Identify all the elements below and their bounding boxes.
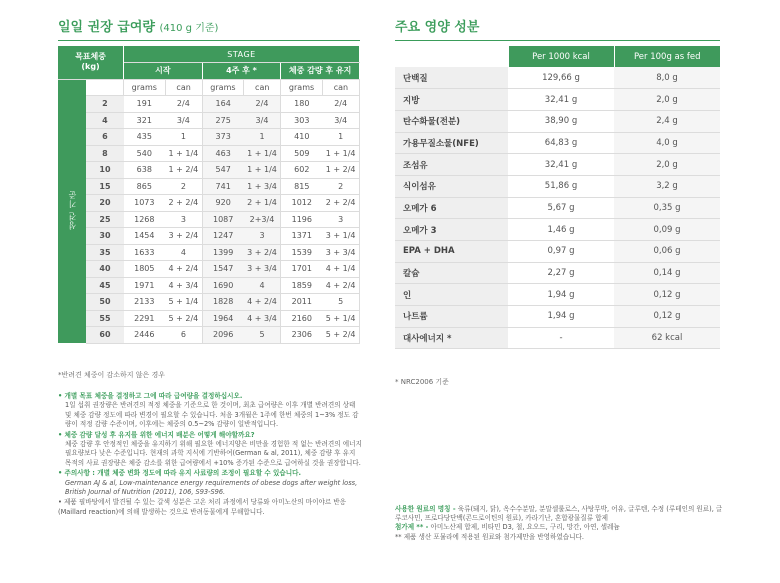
per-100g-value: 8,0 g	[614, 67, 720, 89]
grams-cell: 373	[202, 129, 244, 146]
note-4-body: • 제품 필바탕에서 발견될 수 있는 갈색 성분은 고온 처리 과정에서 당류와 아미노산의 마이야르 반응(Maillard reaction)에 의해 발생하는 것으로 반려동물에게 무해합니다.	[58, 498, 347, 516]
unit-can: can	[322, 79, 359, 96]
grams-cell: 410	[281, 129, 323, 146]
ingredients-block	[395, 505, 725, 542]
can-cell: 3 + 3/4	[322, 244, 359, 261]
table-row	[58, 211, 360, 228]
target-weight-header-line2: (kg)	[81, 62, 100, 72]
feeding-guide-title	[58, 16, 218, 35]
grams-cell: 2133	[124, 294, 166, 311]
nutrition-title: 주요 영양 성분	[395, 20, 480, 35]
grams-cell: 191	[124, 96, 166, 113]
grams-cell: 1073	[124, 195, 166, 212]
per-1000kcal-value: 1,46 g	[508, 219, 614, 241]
can-cell: 5	[244, 327, 281, 344]
nutrient-name: 오메가 6	[395, 197, 508, 219]
can-cell: 3 + 1/4	[322, 228, 359, 245]
nutrient-name: 지방	[395, 89, 508, 111]
per-100g-value: 3,2 g	[614, 175, 720, 197]
grams-cell: 638	[124, 162, 166, 179]
can-cell: 3	[322, 211, 359, 228]
feeding-notes	[58, 392, 363, 518]
per-1000kcal-value: 0,97 g	[508, 241, 614, 263]
can-cell: 1 + 1/4	[322, 145, 359, 162]
nutrient-name: 대사에너지 *	[395, 327, 508, 349]
grams-cell: 180	[281, 96, 323, 113]
can-cell: 4 + 1/4	[322, 261, 359, 278]
table-row	[58, 261, 360, 278]
stage-maintenance-header: 체중 감량 후 유지	[281, 63, 360, 80]
target-weight-cell: 25	[86, 211, 123, 228]
grams-cell: 435	[124, 129, 166, 146]
note-1	[58, 392, 363, 430]
note-3	[58, 469, 363, 497]
can-cell: 4 + 2/4	[244, 294, 281, 311]
can-cell: 4	[165, 244, 202, 261]
can-cell: 6	[165, 327, 202, 344]
target-weight-cell: 10	[86, 162, 123, 179]
nutrient-name: 오메가 3	[395, 219, 508, 241]
ingredients-line	[395, 505, 725, 523]
per-1000kcal-header: Per 1000 kcal	[508, 46, 614, 67]
per-1000kcal-value: 38,90 g	[508, 110, 614, 132]
feeding-footnote: *반려견 체중이 감소하지 않은 경우	[58, 371, 166, 379]
can-cell: 4 + 3/4	[244, 310, 281, 327]
table-row	[58, 162, 360, 179]
can-cell: 3	[165, 211, 202, 228]
table-row	[58, 294, 360, 311]
table-row	[58, 277, 360, 294]
per-1000kcal-value: 64,83 g	[508, 132, 614, 154]
table-row	[58, 195, 360, 212]
target-weight-cell: 6	[86, 129, 123, 146]
can-cell: 3	[244, 228, 281, 245]
can-cell: 1 + 1/4	[244, 162, 281, 179]
table-row	[58, 145, 360, 162]
per-100g-value: 0,12 g	[614, 284, 720, 306]
per-1000kcal-value: 32,41 g	[508, 89, 614, 111]
grams-cell: 1690	[202, 277, 244, 294]
table-row	[395, 306, 720, 328]
can-cell: 2/4	[244, 96, 281, 113]
per-100g-value: 0,09 g	[614, 219, 720, 241]
adult-dog-side-label: 성견 기준	[58, 79, 86, 343]
per-1000kcal-value: 1,94 g	[508, 306, 614, 328]
can-cell: 4 + 2/4	[322, 277, 359, 294]
can-cell: 1 + 1/4	[244, 145, 281, 162]
can-cell: 1	[322, 129, 359, 146]
grams-cell: 1539	[281, 244, 323, 261]
per-100g-value: 4,0 g	[614, 132, 720, 154]
can-cell: 1 + 3/4	[244, 178, 281, 195]
can-cell: 2	[322, 178, 359, 195]
nutrition-table	[395, 46, 720, 349]
nutrient-name: 칼슘	[395, 262, 508, 284]
table-row	[395, 327, 720, 349]
grams-cell: 1247	[202, 228, 244, 245]
table-row	[395, 241, 720, 263]
note-4	[58, 498, 363, 517]
grams-cell: 1087	[202, 211, 244, 228]
grams-cell: 1971	[124, 277, 166, 294]
nutrition-footnote: * NRC2006 기준	[395, 378, 449, 386]
grams-cell: 1012	[281, 195, 323, 212]
nutrition-corner	[395, 46, 508, 67]
unit-blank	[86, 79, 123, 96]
grams-cell: 865	[124, 178, 166, 195]
per-100g-value: 0,06 g	[614, 241, 720, 263]
can-cell: 3 + 2/4	[165, 228, 202, 245]
can-cell: 2 + 1/4	[244, 195, 281, 212]
nutrient-name: 나트륨	[395, 306, 508, 328]
nutrient-name: EPA + DHA	[395, 241, 508, 263]
grams-cell: 275	[202, 112, 244, 129]
grams-cell: 2160	[281, 310, 323, 327]
grams-cell: 1399	[202, 244, 244, 261]
nutrient-name: 가용무질소물(NFE)	[395, 132, 508, 154]
grams-cell: 1633	[124, 244, 166, 261]
per-1000kcal-value: 1,94 g	[508, 284, 614, 306]
grams-cell: 2306	[281, 327, 323, 344]
note-3-reference: German AJ & al, Low-maintenance energy requirements of obese dogs after weight loss, British Journal of Nutrition (2011), 106, S93-S96.	[65, 478, 358, 497]
target-weight-cell: 60	[86, 327, 123, 344]
nutrition-title-rule	[395, 40, 720, 41]
grams-cell: 741	[202, 178, 244, 195]
note-2-head: • 체중 감량 달성 후 유지를 위한 에너지 배분은 어떻게 해야할까요?	[58, 430, 255, 439]
can-cell: 5 + 2/4	[322, 327, 359, 344]
grams-cell: 303	[281, 112, 323, 129]
target-weight-cell: 4	[86, 112, 123, 129]
additives-text: 아미노산제 합제, 비타민 D3, 철, 요오드, 구리, 망간, 아연, 셀레늄	[430, 523, 620, 532]
can-cell: 1	[244, 129, 281, 146]
grams-cell: 1196	[281, 211, 323, 228]
note-2	[58, 431, 363, 469]
target-weight-header	[58, 46, 124, 79]
per-1000kcal-value: 5,67 g	[508, 197, 614, 219]
grams-cell: 1701	[281, 261, 323, 278]
per-100g-value: 2,4 g	[614, 110, 720, 132]
target-weight-cell: 45	[86, 277, 123, 294]
grams-cell: 1859	[281, 277, 323, 294]
feeding-guide-subtitle: (410 g 기준)	[159, 23, 219, 34]
per-100g-header: Per 100g as fed	[614, 46, 720, 67]
target-weight-cell: 20	[86, 195, 123, 212]
unit-can: can	[244, 79, 281, 96]
grams-cell: 463	[202, 145, 244, 162]
grams-cell: 2011	[281, 294, 323, 311]
unit-grams: grams	[281, 79, 323, 96]
can-cell: 2 + 2/4	[165, 195, 202, 212]
stage-start-header: 시작	[124, 63, 203, 80]
can-cell: 3 + 2/4	[244, 244, 281, 261]
grams-cell: 1454	[124, 228, 166, 245]
can-cell: 1 + 2/4	[322, 162, 359, 179]
per-1000kcal-value: -	[508, 327, 614, 349]
per-100g-value: 0,12 g	[614, 306, 720, 328]
can-cell: 4 + 2/4	[165, 261, 202, 278]
note-1-body: 1일 섭취 권장량은 반려견의 적정 체중을 기준으로 한 것이며, 최초 급여량은 이후 개별 반려견의 상태 및 체중 감량 정도에 따라 변경이 필요할 수 있습니다. 처음 3개월은 1주에 한번 체중의 1~3% 정도 감량이 적정 감량 수준이며, 이후에는 체중의 0.5~2% 감량이 일반적입니다.	[65, 401, 359, 429]
grams-cell: 602	[281, 162, 323, 179]
feeding-table	[58, 46, 360, 344]
can-cell: 2	[165, 178, 202, 195]
can-cell: 2/4	[165, 96, 202, 113]
table-row	[395, 197, 720, 219]
additives-line	[395, 523, 725, 532]
per-100g-value: 2,0 g	[614, 89, 720, 111]
table-row	[58, 228, 360, 245]
per-100g-value: 2,0 g	[614, 154, 720, 176]
can-cell: 2 + 2/4	[322, 195, 359, 212]
can-cell: 4 + 3/4	[165, 277, 202, 294]
grams-cell: 1371	[281, 228, 323, 245]
table-row	[58, 327, 360, 344]
can-cell: 1	[165, 129, 202, 146]
stage-header: STAGE	[124, 46, 360, 63]
can-cell: 5	[322, 294, 359, 311]
table-row	[395, 175, 720, 197]
per-1000kcal-value: 129,66 g	[508, 67, 614, 89]
nutrient-name: 인	[395, 284, 508, 306]
can-cell: 3 + 3/4	[244, 261, 281, 278]
target-weight-cell: 50	[86, 294, 123, 311]
table-row	[58, 112, 360, 129]
grams-cell: 2446	[124, 327, 166, 344]
table-row	[58, 178, 360, 195]
note-1-head: • 개별 목표 체중을 결정하고 그에 따라 급여량을 결정하십시오.	[58, 392, 243, 400]
grams-cell: 321	[124, 112, 166, 129]
table-row	[58, 96, 360, 113]
target-weight-cell: 35	[86, 244, 123, 261]
per-1000kcal-value: 32,41 g	[508, 154, 614, 176]
table-row	[395, 132, 720, 154]
grams-cell: 1547	[202, 261, 244, 278]
can-cell: 5 + 1/4	[322, 310, 359, 327]
per-100g-value: 62 kcal	[614, 327, 720, 349]
feeding-guide-title-rule	[58, 40, 360, 41]
can-cell: 1 + 2/4	[165, 162, 202, 179]
stage-4weeks-header: 4주 후 *	[202, 63, 281, 80]
can-cell: 3/4	[322, 112, 359, 129]
nutrient-name: 탄수화물(전분)	[395, 110, 508, 132]
grams-cell: 547	[202, 162, 244, 179]
grams-cell: 164	[202, 96, 244, 113]
grams-cell: 1805	[124, 261, 166, 278]
per-1000kcal-value: 51,86 g	[508, 175, 614, 197]
grams-cell: 815	[281, 178, 323, 195]
target-weight-cell: 30	[86, 228, 123, 245]
grams-cell: 2291	[124, 310, 166, 327]
note-2-body: 체중 감량 후 안정적인 체중을 유지하기 위해 필요한 에너지양은 비만을 경험한 적 없는 반려견의 에너지 필요량보다 낮은 수준입니다. 현재의 과학 지식에 기반하여(German & al, 2011), 체중 감량 후 유지 목적의 사료 권장량은 체중 감소를 위한 급여량에서 +10% 증가된 수준으로 급여하실 것을 권장합니다.	[65, 440, 362, 467]
ingredients-label: 사용한 원료의 명칭 -	[395, 505, 456, 513]
can-cell: 3/4	[165, 112, 202, 129]
nutrient-name: 식이섬유	[395, 175, 508, 197]
per-1000kcal-value: 2,27 g	[508, 262, 614, 284]
unit-grams: grams	[124, 79, 166, 96]
target-weight-cell: 15	[86, 178, 123, 195]
nutrient-name: 단백질	[395, 67, 508, 89]
can-cell: 2+3/4	[244, 211, 281, 228]
table-row	[395, 262, 720, 284]
table-row	[395, 219, 720, 241]
target-weight-cell: 55	[86, 310, 123, 327]
target-weight-header-line1: 목표체중	[75, 52, 106, 62]
target-weight-cell: 40	[86, 261, 123, 278]
table-row	[395, 67, 720, 89]
table-row	[58, 129, 360, 146]
grams-cell: 1828	[202, 294, 244, 311]
unit-can: can	[165, 79, 202, 96]
table-row	[395, 284, 720, 306]
grams-cell: 509	[281, 145, 323, 162]
grams-cell: 1964	[202, 310, 244, 327]
unit-grams: grams	[202, 79, 244, 96]
table-row	[395, 110, 720, 132]
nutrient-name: 조섬유	[395, 154, 508, 176]
table-row	[58, 310, 360, 327]
per-100g-value: 0,14 g	[614, 262, 720, 284]
additives-note: ** 제품 생산 포뮬라에 적용된 원료와 첨가제만을 반영하였습니다.	[395, 532, 584, 541]
can-cell: 5 + 2/4	[165, 310, 202, 327]
grams-cell: 540	[124, 145, 166, 162]
target-weight-cell: 8	[86, 145, 123, 162]
table-row	[395, 154, 720, 176]
note-3-head: • 주의사항 : 개별 체중 변화 정도에 따라 유지 사료량의 조정이 필요할 수 있습니다.	[58, 469, 302, 478]
grams-cell: 2096	[202, 327, 244, 344]
table-row	[395, 89, 720, 111]
can-cell: 5 + 1/4	[165, 294, 202, 311]
additives-label: 첨가제 ** -	[395, 523, 429, 532]
feeding-guide-title-text: 일일 권장 급여량	[58, 20, 155, 35]
target-weight-cell: 2	[86, 96, 123, 113]
per-100g-value: 0,35 g	[614, 197, 720, 219]
table-row	[58, 244, 360, 261]
grams-cell: 920	[202, 195, 244, 212]
can-cell: 4	[244, 277, 281, 294]
can-cell: 1 + 1/4	[165, 145, 202, 162]
can-cell: 2/4	[322, 96, 359, 113]
can-cell: 3/4	[244, 112, 281, 129]
grams-cell: 1268	[124, 211, 166, 228]
ingredients-text: 육류(돼지, 닭), 옥수수분말, 분말셀룰로스, 사탕무박, 어유, 글루텐, 수정 (루테인의 원료), 글루코사민, 프로다당단백(콘드로이틴의 원료), 카라기난, 혼합광물질류 합제	[395, 505, 723, 523]
